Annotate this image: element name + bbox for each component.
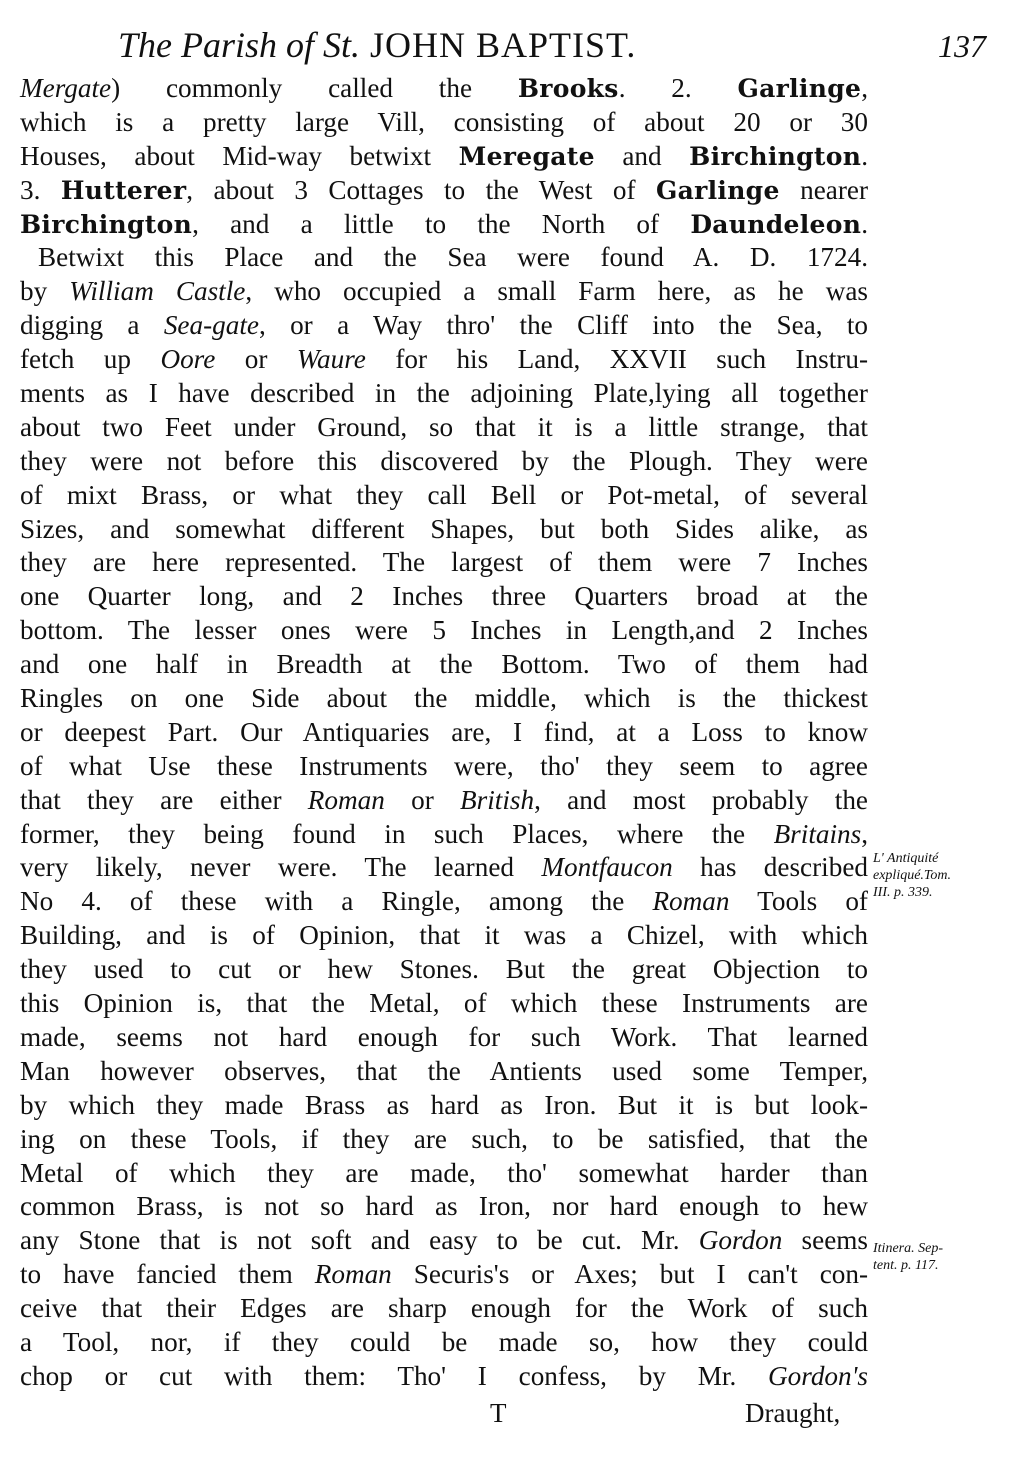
text-run: or [215,344,297,375]
italic-text: Montfaucon [541,852,673,883]
text-line [20,1021,868,1055]
text-line [20,309,868,343]
text-line [20,1224,868,1258]
text-run: made, seems not hard enough for such Work. That learned [20,1021,868,1052]
italic-text: Roman [652,886,730,917]
text-line [20,241,868,275]
text-run: . [861,140,868,171]
text-line [20,275,868,309]
text-run: for his Land, XXVII such Instru- [365,344,868,375]
italic-text: Oore [160,344,216,375]
text-line [20,72,868,106]
blackletter-place-name: Garlinge [737,74,862,103]
text-run: bottom. The lesser ones were 5 Inches in Length,and 2 Inches [20,615,868,646]
italic-text: Roman [307,784,385,815]
text-line [20,546,868,580]
text-run: a Tool, nor, if they could be made so, how they could [20,1326,868,1357]
text-run: and [594,140,690,171]
text-run: of what Use these Instruments were, tho' they seem to agree [20,750,868,781]
margin-note-line: Itinera. Sep- [873,1241,943,1256]
running-head-caps: JOHN BAPTIST. [360,25,637,65]
text-line [20,208,868,242]
text-run: Securis's or Axes; but I can't con- [391,1259,869,1290]
text-line [20,1326,868,1360]
text-run: or deepest Part. Our Antiquaries are, I find, at a Loss to know [20,716,868,747]
italic-text: William Castle [69,276,246,307]
text-line [20,445,868,479]
text-line [20,953,868,987]
italic-text: Waure [296,344,366,375]
text-run: Sizes, and somewhat different Shapes, but both Sides alike, as [20,513,868,544]
text-line [20,479,868,513]
page-header [0,18,1027,68]
text-line [20,411,868,445]
text-run: of mixt Brass, or what they call Bell or Pot-metal, of several [20,479,868,510]
text-line [20,851,868,885]
text-run: Houses, about Mid-way betwixt [20,140,459,171]
text-run: or [384,784,461,815]
text-line [20,1190,868,1224]
text-run: they used to cut or hew Stones. But the great Objection to [20,954,868,985]
text-run: Metal of which they are made, tho' somewhat harder than [20,1157,868,1188]
text-line [20,919,868,953]
text-run: chop or cut with them: Tho' I confess, by Mr. [20,1360,769,1391]
blackletter-place-name: Meregate [458,141,595,171]
italic-text: Gordon [698,1225,783,1256]
text-run: very likely, never were. The learned [20,852,542,883]
text-line [20,1292,868,1326]
text-run: Man however observes, that the Antients used some Temper, [20,1055,868,1086]
text-run: and one half in Breadth at the Bottom. Two of them had [20,649,868,680]
text-run: ) commonly called the [111,73,518,103]
text-run: , [861,818,868,849]
page-number: 137 [938,28,986,64]
text-run: fetch up [20,344,161,375]
margin-note-montfaucon [873,850,951,901]
text-run: . 2. [618,73,738,103]
text-run: , [861,73,868,103]
text-line [20,818,868,852]
text-run: which is a pretty large Vill, consisting of about 20 or 30 [20,106,868,137]
text-line [20,343,868,377]
italic-text: Sea-gate [163,310,259,341]
text-run: , who occupied a small Farm here, as he was [245,276,869,307]
running-head [118,24,636,66]
italic-text: British [460,784,535,815]
text-line [20,614,868,648]
text-run: nearer [779,174,869,205]
text-run: . [861,208,868,239]
text-line [20,1123,868,1157]
body-text [20,72,868,1394]
text-run: , or a Way thro' the Cliff into the Sea, to [258,310,868,341]
italic-text: Roman [314,1259,392,1290]
margin-note-line: tent. p. 117. [873,1258,939,1273]
margin-note-line: L' Antiquité [873,851,939,866]
text-line [20,174,868,208]
text-run: former, they being found in such Places, where the [20,818,774,849]
blackletter-place-name: Birchington [20,209,193,239]
text-run: , about 3 Cottages to the West of [186,174,656,205]
text-run: No 4. of these with a Ringle, among the [20,886,653,917]
text-run: they were not before this discovered by the Plough. They were [20,445,868,476]
text-run: , and a little to the North of [192,208,691,239]
text-run: has described [672,852,868,883]
margin-note-line: III. p. 339. [873,885,933,900]
text-run: ments as I have described in the adjoining Plate,lying all together [20,378,868,409]
italic-text: Britains [773,818,862,849]
blackletter-place-name: Brooks [517,74,619,103]
text-line [20,987,868,1021]
text-line [20,140,868,174]
text-run: Ringles on one Side about the middle, which is the thickest [20,683,868,714]
text-line [20,716,868,750]
text-run: by which they made Brass as hard as Iron. But it is but look- [20,1089,868,1120]
text-run: digging a [20,310,164,341]
text-run: that they are either [20,784,308,815]
italic-text: Mergate [20,73,112,103]
text-line [20,106,868,140]
text-run: to have fancied them [20,1259,315,1290]
text-run: by [20,276,70,307]
catchword: Draught, [745,1398,841,1428]
text-line [20,377,868,411]
text-line [20,784,868,818]
text-run: 3. [20,174,61,205]
text-run: this Opinion is, that the Metal, of which these Instruments are [20,988,868,1019]
text-line [20,1258,868,1292]
margin-note-gordon [873,1240,943,1274]
text-line [20,513,868,547]
blackletter-place-name: Hutterer [60,175,187,205]
text-run: ing on these Tools, if they are such, to be satisfied, that the [20,1123,868,1154]
blackletter-place-name: Birchington [689,141,862,171]
text-run: Betwixt this Place and the Sea were found A. D. 1724. [38,242,868,273]
blackletter-place-name: Garlinge [655,175,780,205]
text-line [20,1055,868,1089]
text-line [20,648,868,682]
blackletter-place-name: Daundeleon [690,209,862,239]
text-run: , and most probably the [534,784,868,815]
text-line [20,682,868,716]
text-line [20,750,868,784]
running-head-italic: The Parish of St. [118,25,361,65]
text-run: Tools of [729,886,868,917]
text-run: one Quarter long, and 2 Inches three Quarters broad at the [20,581,868,612]
text-line [20,1157,868,1191]
text-line [20,1089,868,1123]
text-line [20,885,868,919]
text-run: ceive that their Edges are sharp enough for the Work of such [20,1293,868,1324]
text-run: Building, and is of Opinion, that it was a Chizel, with which [20,920,868,951]
text-line [20,580,868,614]
margin-note-line: expliqué.Tom. [873,868,952,883]
text-run: about two Feet under Ground, so that it is a little strange, that [20,411,868,442]
text-run: common Brass, is not so hard as Iron, nor hard enough to hew [20,1191,868,1222]
italic-text: Gordon's [768,1360,868,1391]
text-run: they are here represented. The largest of them were 7 Inches [20,547,868,578]
signature-mark: T [490,1398,507,1428]
text-run: seems [782,1225,868,1256]
text-run: any Stone that is not soft and easy to be cut. Mr. [20,1225,699,1256]
text-line [20,1360,868,1394]
